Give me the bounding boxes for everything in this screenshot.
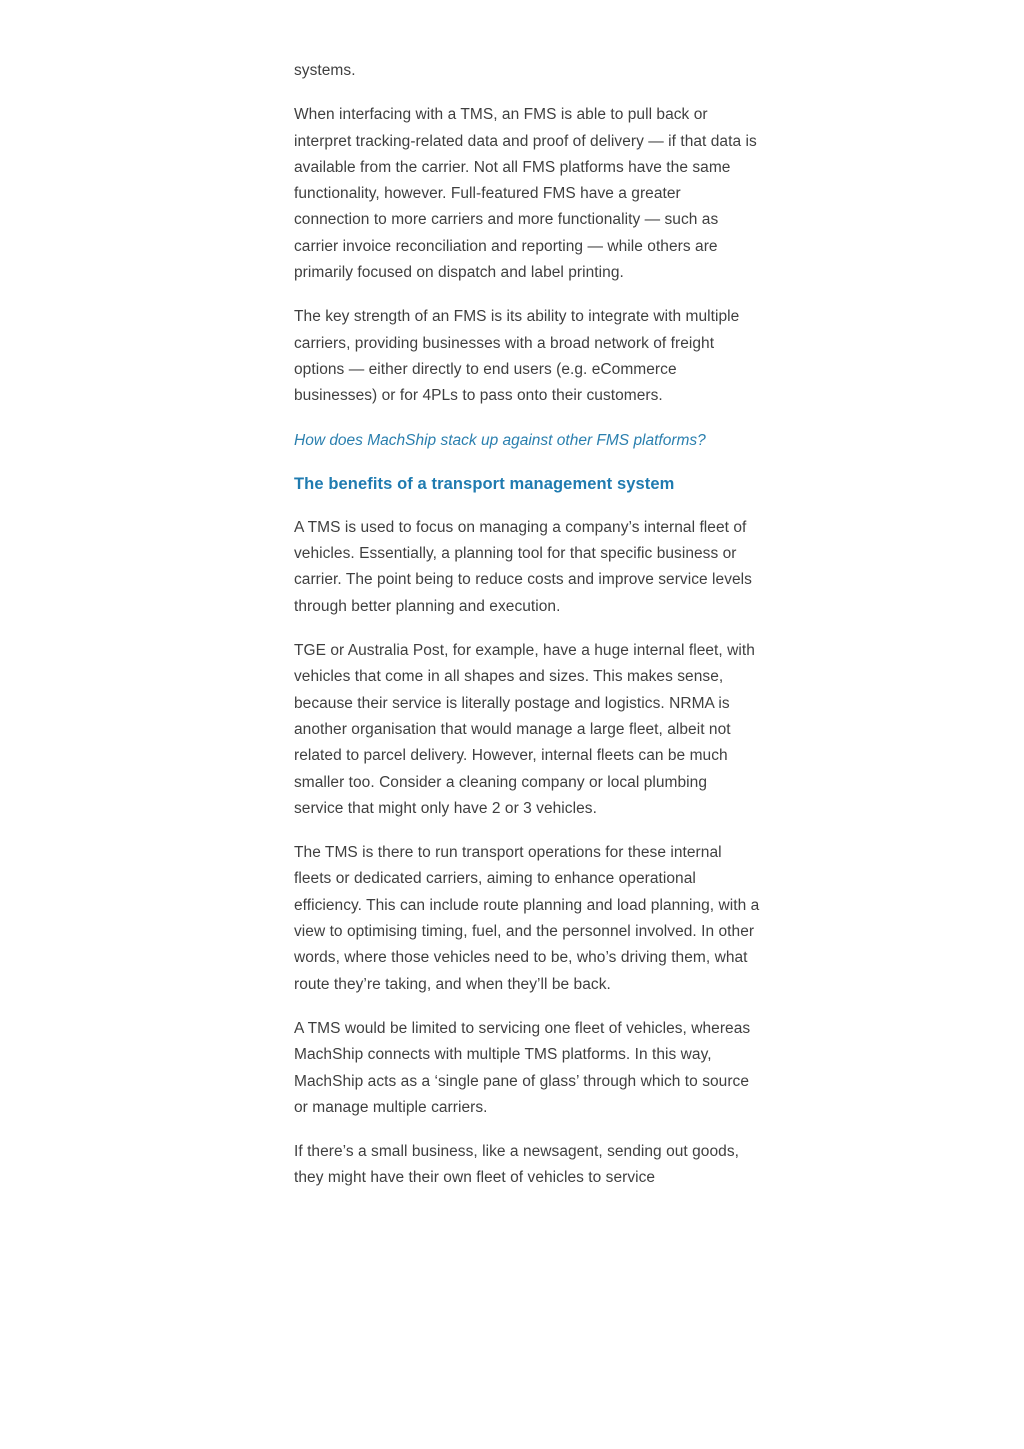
paragraph-fms-strength: The key strength of an FMS is its ability to integrate with multiple carriers, providing businesses with a broad network of freight options — either directly to end users (e.g. eCommerce businesses) or for 4PLs to pass onto their customers. (294, 308, 740, 405)
paragraph-fms-tms-interface: When interfacing with a TMS, an FMS is able to pull back or interpret tracking-related data and proof of delivery — if that data is available from the carrier. Not all FMS platforms have the same functionality, however. Full-featured FMS have a greater connection to more carriers and more functionality — such as carrier invoice reconciliation and reporting — while others are primarily focused on dispatch and label printing. (294, 106, 757, 282)
machship-comparison-link[interactable]: How does MachShip stack up against other FMS platforms? (294, 431, 706, 449)
section-heading-tms-benefits: The benefits of a transport management system (294, 474, 675, 493)
article-body (294, 58, 760, 1210)
paragraph-machship-single-pane: A TMS would be limited to servicing one fleet of vehicles, whereas MachShip connects with multiple TMS platforms. In this way, MachShip acts as a ‘single pane of glass’ through which to source or manage multiple carriers. (294, 1019, 751, 1116)
paragraph-systems: systems. (294, 62, 356, 79)
paragraph-fleet-examples: TGE or Australia Post, for example, have a huge internal fleet, with vehicles that come in all shapes and sizes. This makes sense, because their service is literally postage and logistics. NRMA is another organisation that would manage a large fleet, albeit not related to parcel delivery. However, internal fleets can be much smaller too. Consider a cleaning company or local plumbing service that might only have 2 or 3 vehicles. (294, 642, 755, 817)
paragraph-tms-definition: A TMS is used to focus on managing a company’s internal fleet of vehicles. Essentially, a planning tool for that specific business or carrier. The point being to reduce costs and improve service levels through better planning and execution. (294, 518, 752, 615)
paragraph-tms-operations: The TMS is there to run transport operations for these internal fleets or dedicated carriers, aiming to enhance operational efficiency. This can include route planning and load planning, with a view to optimising timing, fuel, and the personnel involved. In other words, where those vehicles need to be, who’s driving them, what route they’re taking, and when they’ll be back. (294, 844, 760, 993)
paragraph-small-business: If there’s a small business, like a newsagent, sending out goods, they might have their own fleet of vehicles to service (294, 1143, 739, 1187)
